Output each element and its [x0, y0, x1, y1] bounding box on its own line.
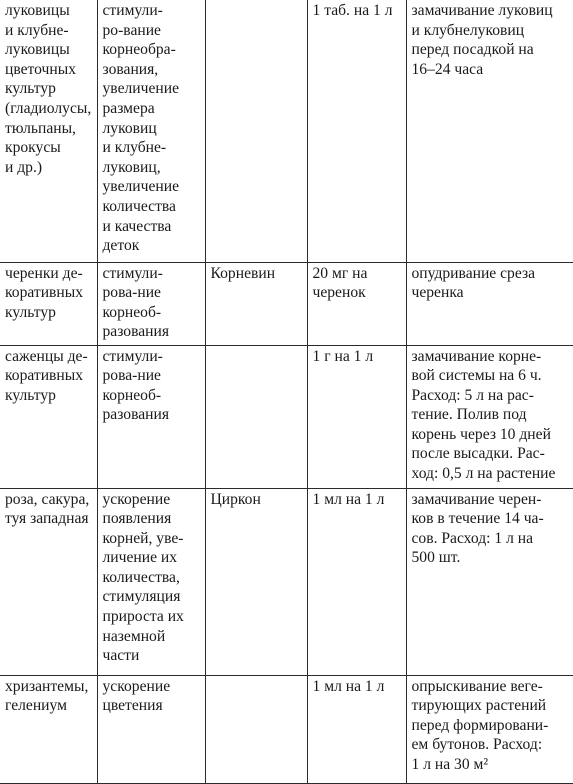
cell-method [406, 262, 573, 345]
cell-text-line: луковицы [5, 41, 70, 59]
cell-dose [307, 0, 406, 262]
cell-text-line: культур [5, 386, 56, 404]
cell-method [406, 488, 573, 675]
cell-text-line: Корневин [210, 264, 276, 282]
cell-text-line: прироста их [102, 608, 184, 626]
cell-text-line: стимули- [102, 347, 163, 365]
cell-text-line: ускорение [102, 490, 171, 508]
cell-text-line: ход: 0,5 л на растение [411, 465, 556, 483]
cell-text-line: стимули- [102, 2, 163, 19]
cell-text-line: замачивание корне- [411, 347, 542, 365]
cell-text-line: луковиц [102, 119, 157, 137]
cell-text-line: вой системы на 6 ч. [411, 367, 542, 385]
cell-text-line: и др.) [5, 158, 43, 176]
cell-method [406, 675, 573, 783]
cell-text-line: увеличение [102, 178, 179, 196]
cell-text-line: цветочных [5, 60, 77, 78]
cell-text-line: после высадки. Рас- [411, 445, 545, 463]
cell-crop [0, 488, 97, 675]
cell-text-line: коративных [5, 284, 84, 302]
cell-text-line: 1 г на 1 л [312, 347, 374, 365]
table-row [0, 675, 573, 783]
table-row [0, 262, 573, 345]
cell-dose [307, 488, 406, 675]
cell-preparation [205, 262, 307, 345]
cell-text-line: и клубне- [102, 139, 167, 157]
cell-purpose [97, 0, 205, 262]
cell-text-line: количества [102, 197, 176, 215]
cell-dose [307, 345, 406, 488]
table-row [0, 488, 573, 675]
cell-text-line: зования, [102, 60, 159, 78]
cell-text-line: и клубне- [5, 21, 69, 39]
cell-text-line: черенки де- [5, 264, 83, 282]
cell-text-line: перед посадкой на [411, 41, 534, 59]
cell-text-line: рова-ние [102, 367, 161, 385]
cell-text-line: цветения [102, 697, 163, 715]
cell-text-line: опудривание среза [411, 264, 536, 282]
cell-text-line: корнеоб- [102, 303, 162, 321]
cell-preparation [205, 345, 307, 488]
cell-text-line: стимуляция [102, 588, 181, 606]
cell-text-line: саженцы де- [5, 347, 88, 365]
cell-text-line: луковицы [5, 2, 70, 19]
cell-preparation [205, 488, 307, 675]
cell-text-line: (гладиолусы, [5, 99, 92, 117]
cell-dose [307, 262, 406, 345]
cell-text-line: 1 мл на 1 л [312, 490, 385, 508]
cell-text-line: корень через 10 дней [411, 425, 551, 443]
table-row [0, 345, 573, 488]
cell-text-line: черенка [411, 284, 464, 302]
cell-text-line: замачивание луковиц [411, 2, 553, 19]
cell-dose [307, 675, 406, 783]
cell-text-line: и качества [102, 217, 172, 235]
cell-text-line: увеличение [102, 80, 179, 98]
cell-purpose [97, 675, 205, 783]
cell-text-line: черенок [312, 284, 366, 302]
cell-text-line: перед формировани- [411, 716, 549, 734]
cell-text-line: ков в течение 14 ча- [411, 510, 544, 528]
cell-text-line: культур [5, 80, 56, 98]
cell-text-line: 16–24 часа [411, 60, 484, 78]
cell-text-line: корнеобра- [102, 41, 176, 59]
cell-method [406, 0, 573, 262]
cell-text-line: корней, уве- [102, 529, 184, 547]
cell-text-line: луковиц, [102, 158, 161, 176]
cell-text-line: замачивание черен- [411, 490, 542, 508]
cell-text-line: появления [102, 510, 172, 528]
cell-text-line: 1 л на 30 м² [411, 755, 489, 773]
cell-crop [0, 345, 97, 488]
cell-text-line: тение. Полив под [411, 406, 527, 424]
cell-text-line: тирующих растений [411, 697, 547, 715]
cell-text-line: разования [102, 323, 170, 341]
cell-text-line: и клубнелуковиц [411, 21, 525, 39]
cell-text-line: роза, сакура, [5, 490, 90, 508]
cell-purpose [97, 488, 205, 675]
cell-text-line: корнеоб- [102, 386, 162, 404]
cell-text-line: личение их [102, 549, 178, 567]
cell-text-line: разования [102, 406, 170, 424]
cell-purpose [97, 345, 205, 488]
cell-text-line: ускорение [102, 677, 171, 695]
cell-text-line: коративных [5, 367, 84, 385]
cell-text-line: культур [5, 303, 56, 321]
cell-text-line: части [102, 647, 140, 665]
cell-preparation [205, 675, 307, 783]
cell-text-line: гелениум [5, 697, 67, 715]
cell-text-line: Циркон [210, 490, 261, 508]
cell-text-line: крокусы [5, 139, 61, 157]
cell-text-line: размера [102, 99, 155, 117]
cell-crop [0, 675, 97, 783]
cell-text-line: ро-вание [102, 21, 161, 39]
cell-text-line: 20 мг на [312, 264, 368, 282]
cell-text-line: стимули- [102, 264, 163, 282]
cell-text-line: туя западная [5, 510, 89, 528]
cell-crop [0, 0, 97, 262]
cell-text-line: рова-ние [102, 284, 161, 302]
cell-text-line: тюльпаны, [5, 119, 76, 137]
cell-purpose [97, 262, 205, 345]
cell-text-line: сов. Расход: 1 л на [411, 529, 534, 547]
cell-crop [0, 262, 97, 345]
table-row [0, 0, 573, 262]
cell-text-line: ем бутонов. Расход: [411, 736, 543, 754]
cell-text-line: деток [102, 237, 140, 255]
cell-text-line: 500 шт. [411, 549, 461, 567]
cell-text-line: наземной [102, 627, 166, 645]
cell-text-line: 1 таб. на 1 л [312, 2, 393, 19]
cell-method [406, 345, 573, 488]
cell-text-line: опрыскивание веге- [411, 677, 543, 695]
cell-preparation [205, 0, 307, 262]
cell-text-line: хризантемы, [5, 677, 89, 695]
cell-text-line: количества, [102, 568, 180, 586]
cell-text-line: 1 мл на 1 л [312, 677, 385, 695]
cell-text-line: Расход: 5 л на рас- [411, 386, 534, 404]
